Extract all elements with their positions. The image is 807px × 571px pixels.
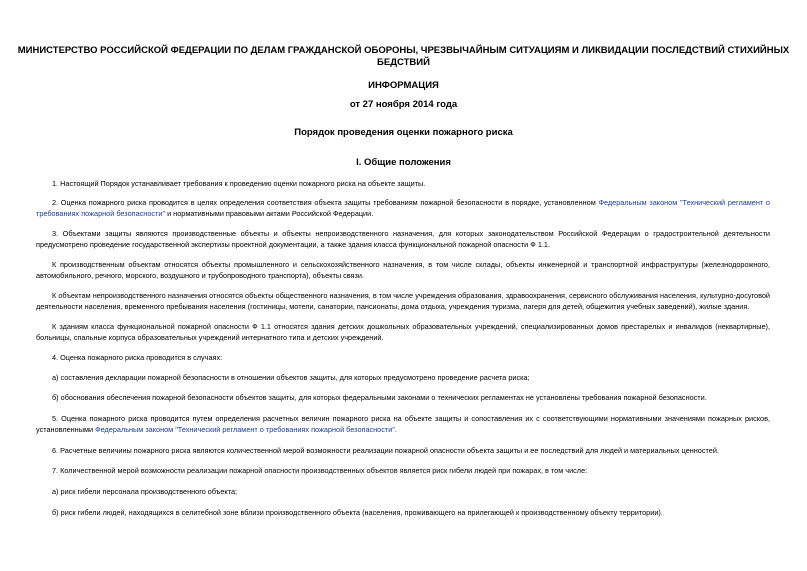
paragraph-11: 6. Расчетные величины пожарного риска являются количественной мерой возможности реализации пожарной опасности объекта защиты и ее последствий для людей и материальных ценностей. (52, 446, 719, 455)
paragraph-10-text-end: . (394, 425, 397, 434)
federal-law-link[interactable]: Федеральным законом "Технический регламент о требованиях пожарной безопасности" (36, 198, 770, 218)
paragraph-7: 4. Оценка пожарного риска проводится в случаях: (52, 353, 223, 362)
paragraph-5: К объектам непроизводственного назначения относятся объекты общественного назначения, в том числе учреждения образования, здравоохранения, сервисного обслуживания населения, культурно-досуговой деятельности населения, временного пребывания населения (гостиницы, мотели, санатории, пансионаты, дома отдыха, учреждения туризма, лагеря для детей, общежития учебных заведений), жилые здания. (36, 291, 770, 311)
paragraph-13: а) риск гибели персонала производственного объекта; (52, 487, 238, 496)
paragraph-10-text-start: 5. Оценка пожарного риска проводится путем определения расчетных величин пожарного риска на объекте защиты и сопоставления их с соответствующими нормативными значениями пожарных рисков, установленными (36, 414, 770, 434)
paragraph-2 (36, 197, 770, 219)
document-title: Порядок проведения оценки пожарного риска (294, 127, 513, 138)
paragraph-8: а) составления декларации пожарной безопасности в отношении объектов защиты, для которых предусмотрено проведение расчета риска; (52, 373, 530, 382)
document-type: ИНФОРМАЦИЯ (368, 80, 439, 91)
federal-law-link-2[interactable]: Федеральным законом "Технический регламент о требованиях пожарной безопасности" (95, 425, 395, 434)
paragraph-14: б) риск гибели людей, находящихся в селитебной зоне вблизи производственного объекта (населения, проживающего на прилегающей к производственному объекту территории). (52, 508, 663, 517)
section-heading: I. Общие положения (356, 157, 451, 168)
paragraph-2-text-start: 2. Оценка пожарного риска проводится в целях определения соответствия объекта защиты требованиям пожарной безопасности в порядке, установленном (52, 198, 599, 207)
paragraph-2-text-end: и нормативными правовыми актами Российской Федерации. (165, 209, 374, 218)
paragraph-9: б) обоснования обеспечения пожарной безопасности объектов защиты, для которых федеральными законами о технических регламентах не установлены требования пожарной безопасности. (52, 393, 707, 402)
document-date: от 27 ноября 2014 года (349, 99, 458, 110)
paragraph-6: К зданиям класса функциональной пожарной опасности Ф 1.1 относятся здания детских дошкольных образовательных учреждений, специализированных домов престарелых и инвалидов (неквартирные), больницы, спальные корпуса образовательных учреждений интернатного типа и детских учреждений. (36, 322, 770, 342)
paragraph-3: 3. Объектами защиты являются производственные объекты и объекты непроизводственного назначения, для которых законодательством Российской Федерации о градостроительной деятельности предусмотрено проведение государственной экспертизы проектной документации, а также здания класса функциональной пожарной опасности Ф 1.1. (36, 229, 770, 249)
paragraph-10 (36, 413, 770, 435)
paragraph-12: 7. Количественной мерой возможности реализации пожарной опасности производственных объектов является риск гибели людей при пожарах, в том числе: (52, 466, 588, 475)
paragraph-1: 1. Настоящий Порядок устанавливает требования к проведению оценки пожарного риска на объекте защиты. (52, 179, 426, 188)
paragraph-4: К производственным объектам относятся объекты промышленного и сельскохозяйственного назначения, в том числе склады, объекты инженерной и транспортной инфраструктуры (железнодорожного, автомобильного, речного, морского, воздушного и трубопроводного транспорта), объекты связи. (36, 260, 770, 280)
ministry-heading: МИНИСТЕРСТВО РОССИЙСКОЙ ФЕДЕРАЦИИ ПО ДЕЛАМ ГРАЖДАНСКОЙ ОБОРОНЫ, ЧРЕЗВЫЧАЙНЫМ СИТУАЦИЯМ И ЛИКВИДАЦИИ ПОСЛЕДСТВИЙ СТИХИЙНЫХ БЕДСТВИЙ (17, 45, 790, 68)
